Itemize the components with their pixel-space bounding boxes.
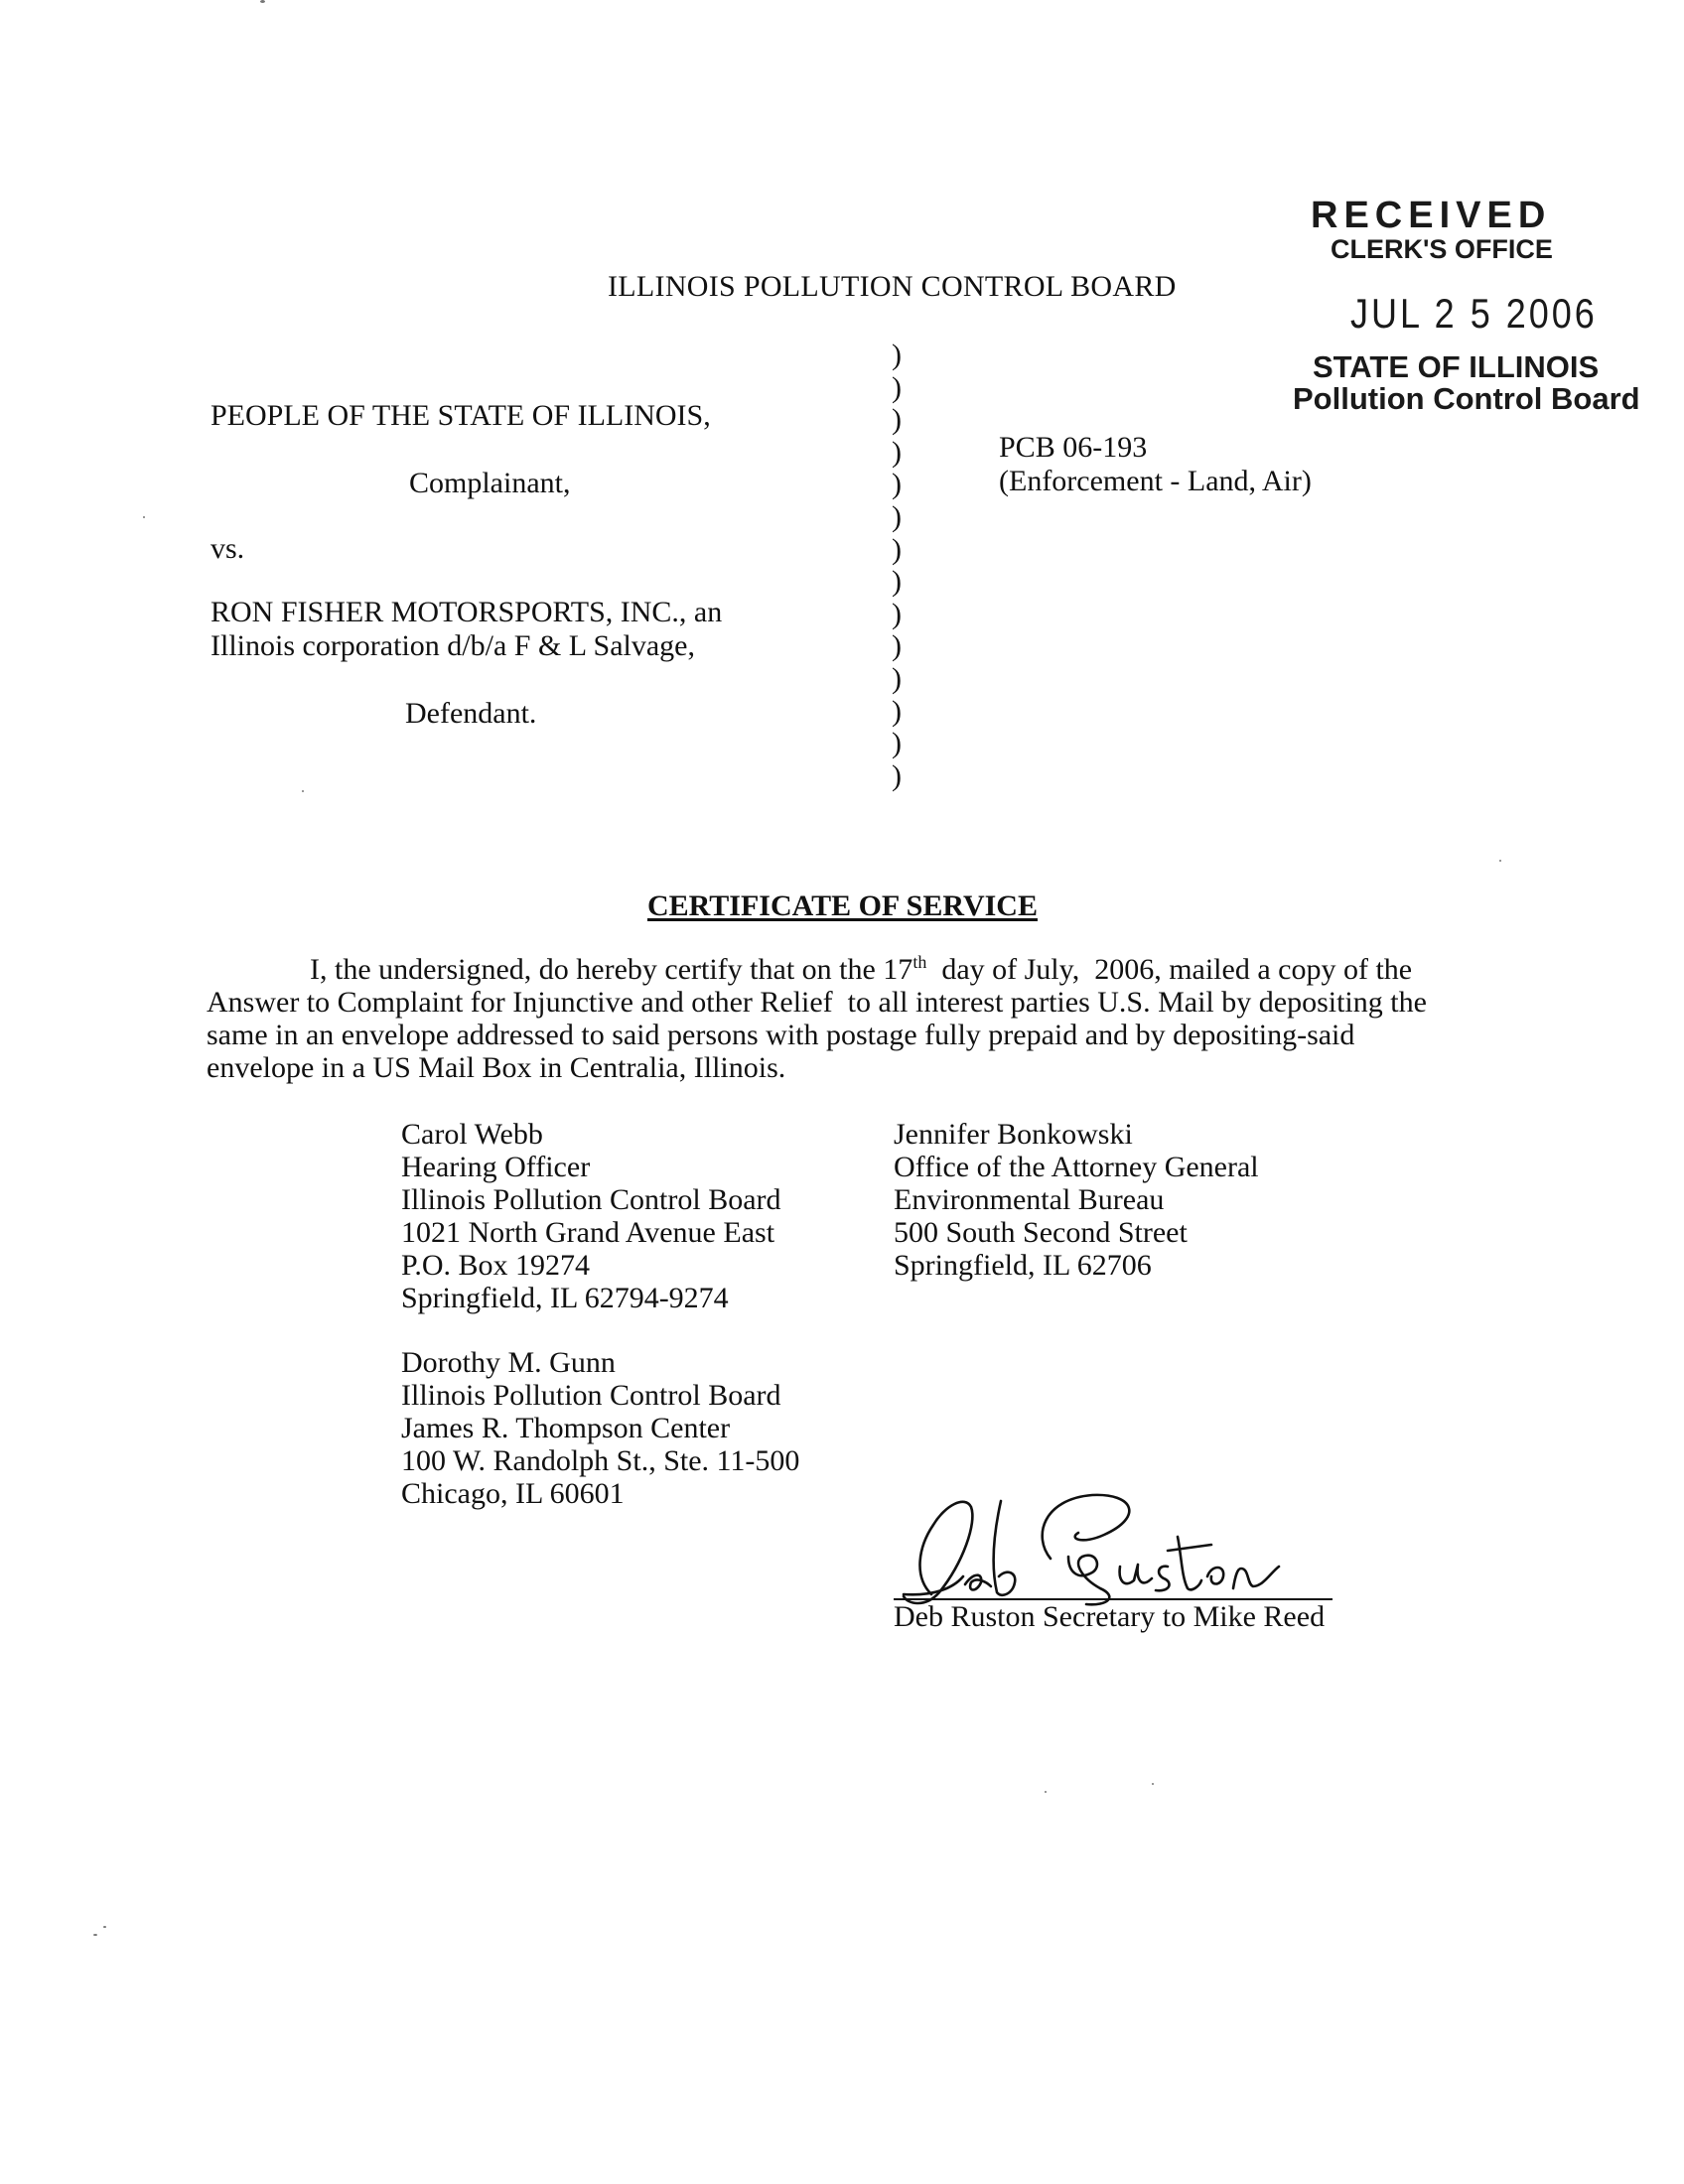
address-block-gunn [401,1346,799,1510]
caption-paren: ) [892,661,902,695]
addressee-street: 1021 North Grand Avenue East [401,1216,775,1249]
stamp-received: RECEIVED [1311,195,1552,236]
address-block-webb [401,1118,781,1314]
defendant-name-line1: RON FISHER MOTORSPORTS, INC., an [210,596,723,628]
caption-paren: ) [892,532,902,566]
certificate-line4: envelope in a US Mail Box in Centralia, Illinois. [207,1051,786,1084]
scan-speck [143,516,145,518]
addressee-org: Illinois Pollution Control Board [401,1379,781,1412]
caption-paren: ) [892,629,902,663]
caption-paren: ) [892,403,902,437]
certificate-title: CERTIFICATE OF SERVICE [647,889,1038,922]
scan-speck [1152,1783,1154,1785]
addressee-city: Springfield, IL 62706 [894,1249,1152,1282]
caption-paren: ) [892,370,902,404]
handwritten-signature [874,1477,1350,1616]
addressee-street: 500 South Second Street [894,1216,1188,1249]
addressee-name: Carol Webb [401,1118,543,1151]
scan-speck [93,1934,97,1936]
caption-paren: ) [892,758,902,792]
addressee-name: Jennifer Bonkowski [894,1118,1133,1151]
defendant-role: Defendant. [405,697,537,730]
caption-paren: ) [892,339,902,371]
caption-paren: ) [892,468,902,501]
case-number: PCB 06-193 [999,431,1148,464]
addressee-org: Illinois Pollution Control Board [401,1183,781,1216]
caption-paren: ) [892,727,902,760]
scan-speck [302,790,304,792]
stamp-date: JUL 2 5 2006 [1350,290,1598,338]
certificate-line1-text: I, the undersigned, do hereby certify that on the 17 [310,953,913,986]
stamp-board: Pollution Control Board [1293,381,1640,416]
scan-speck [1045,1791,1047,1793]
case-type: (Enforcement - Land, Air) [999,465,1312,497]
certificate-line2: Answer to Complaint for Injunctive and other Relief to all interest parties U.S. Mail by depositing the [207,986,1427,1019]
addressee-city: Chicago, IL 60601 [401,1477,625,1510]
versus-label: vs. [210,532,245,565]
addressee-title: Hearing Officer [401,1151,591,1183]
signature-caption: Deb Ruston Secretary to Mike Reed [894,1600,1326,1633]
caption-paren: ) [892,435,902,469]
caption-paren: ) [892,499,902,533]
addressee-street: 100 W. Randolph St., Ste. 11-500 [401,1444,800,1477]
caption-parentheses [892,340,902,792]
stamp-clerks-office: CLERK'S OFFICE [1331,234,1553,264]
ordinal-suffix: th [912,952,927,972]
caption-paren: ) [892,565,902,599]
addressee-box: P.O. Box 19274 [401,1249,591,1282]
plaintiff-name: PEOPLE OF THE STATE OF ILLINOIS, [210,399,711,432]
addressee-dept: Environmental Bureau [894,1183,1165,1216]
addressee-city: Springfield, IL 62794-9274 [401,1282,729,1314]
caption-paren: ) [892,694,902,728]
certificate-line1-rest: day of July, 2006, mailed a copy of the [926,953,1413,986]
scan-speck [103,1926,106,1928]
addressee-org: Office of the Attorney General [894,1151,1259,1183]
plaintiff-role: Complainant, [409,467,571,499]
addressee-building: James R. Thompson Center [401,1412,731,1444]
defendant-name-line2: Illinois corporation d/b/a F & L Salvage, [210,629,695,662]
scan-speck [260,0,265,3]
board-title: ILLINOIS POLLUTION CONTROL BOARD [608,270,1177,303]
stamp-state: STATE OF ILLINOIS [1313,349,1600,384]
signature-drawing [874,1477,1350,1616]
certificate-line3: same in an envelope addressed to said persons with postage fully prepaid and by depositing-said [207,1019,1355,1051]
addressee-name: Dorothy M. Gunn [401,1346,616,1379]
address-block-bonkowski [894,1118,1259,1282]
scan-speck [1499,860,1501,862]
caption-paren: ) [892,597,902,630]
certificate-line1 [310,953,1412,986]
